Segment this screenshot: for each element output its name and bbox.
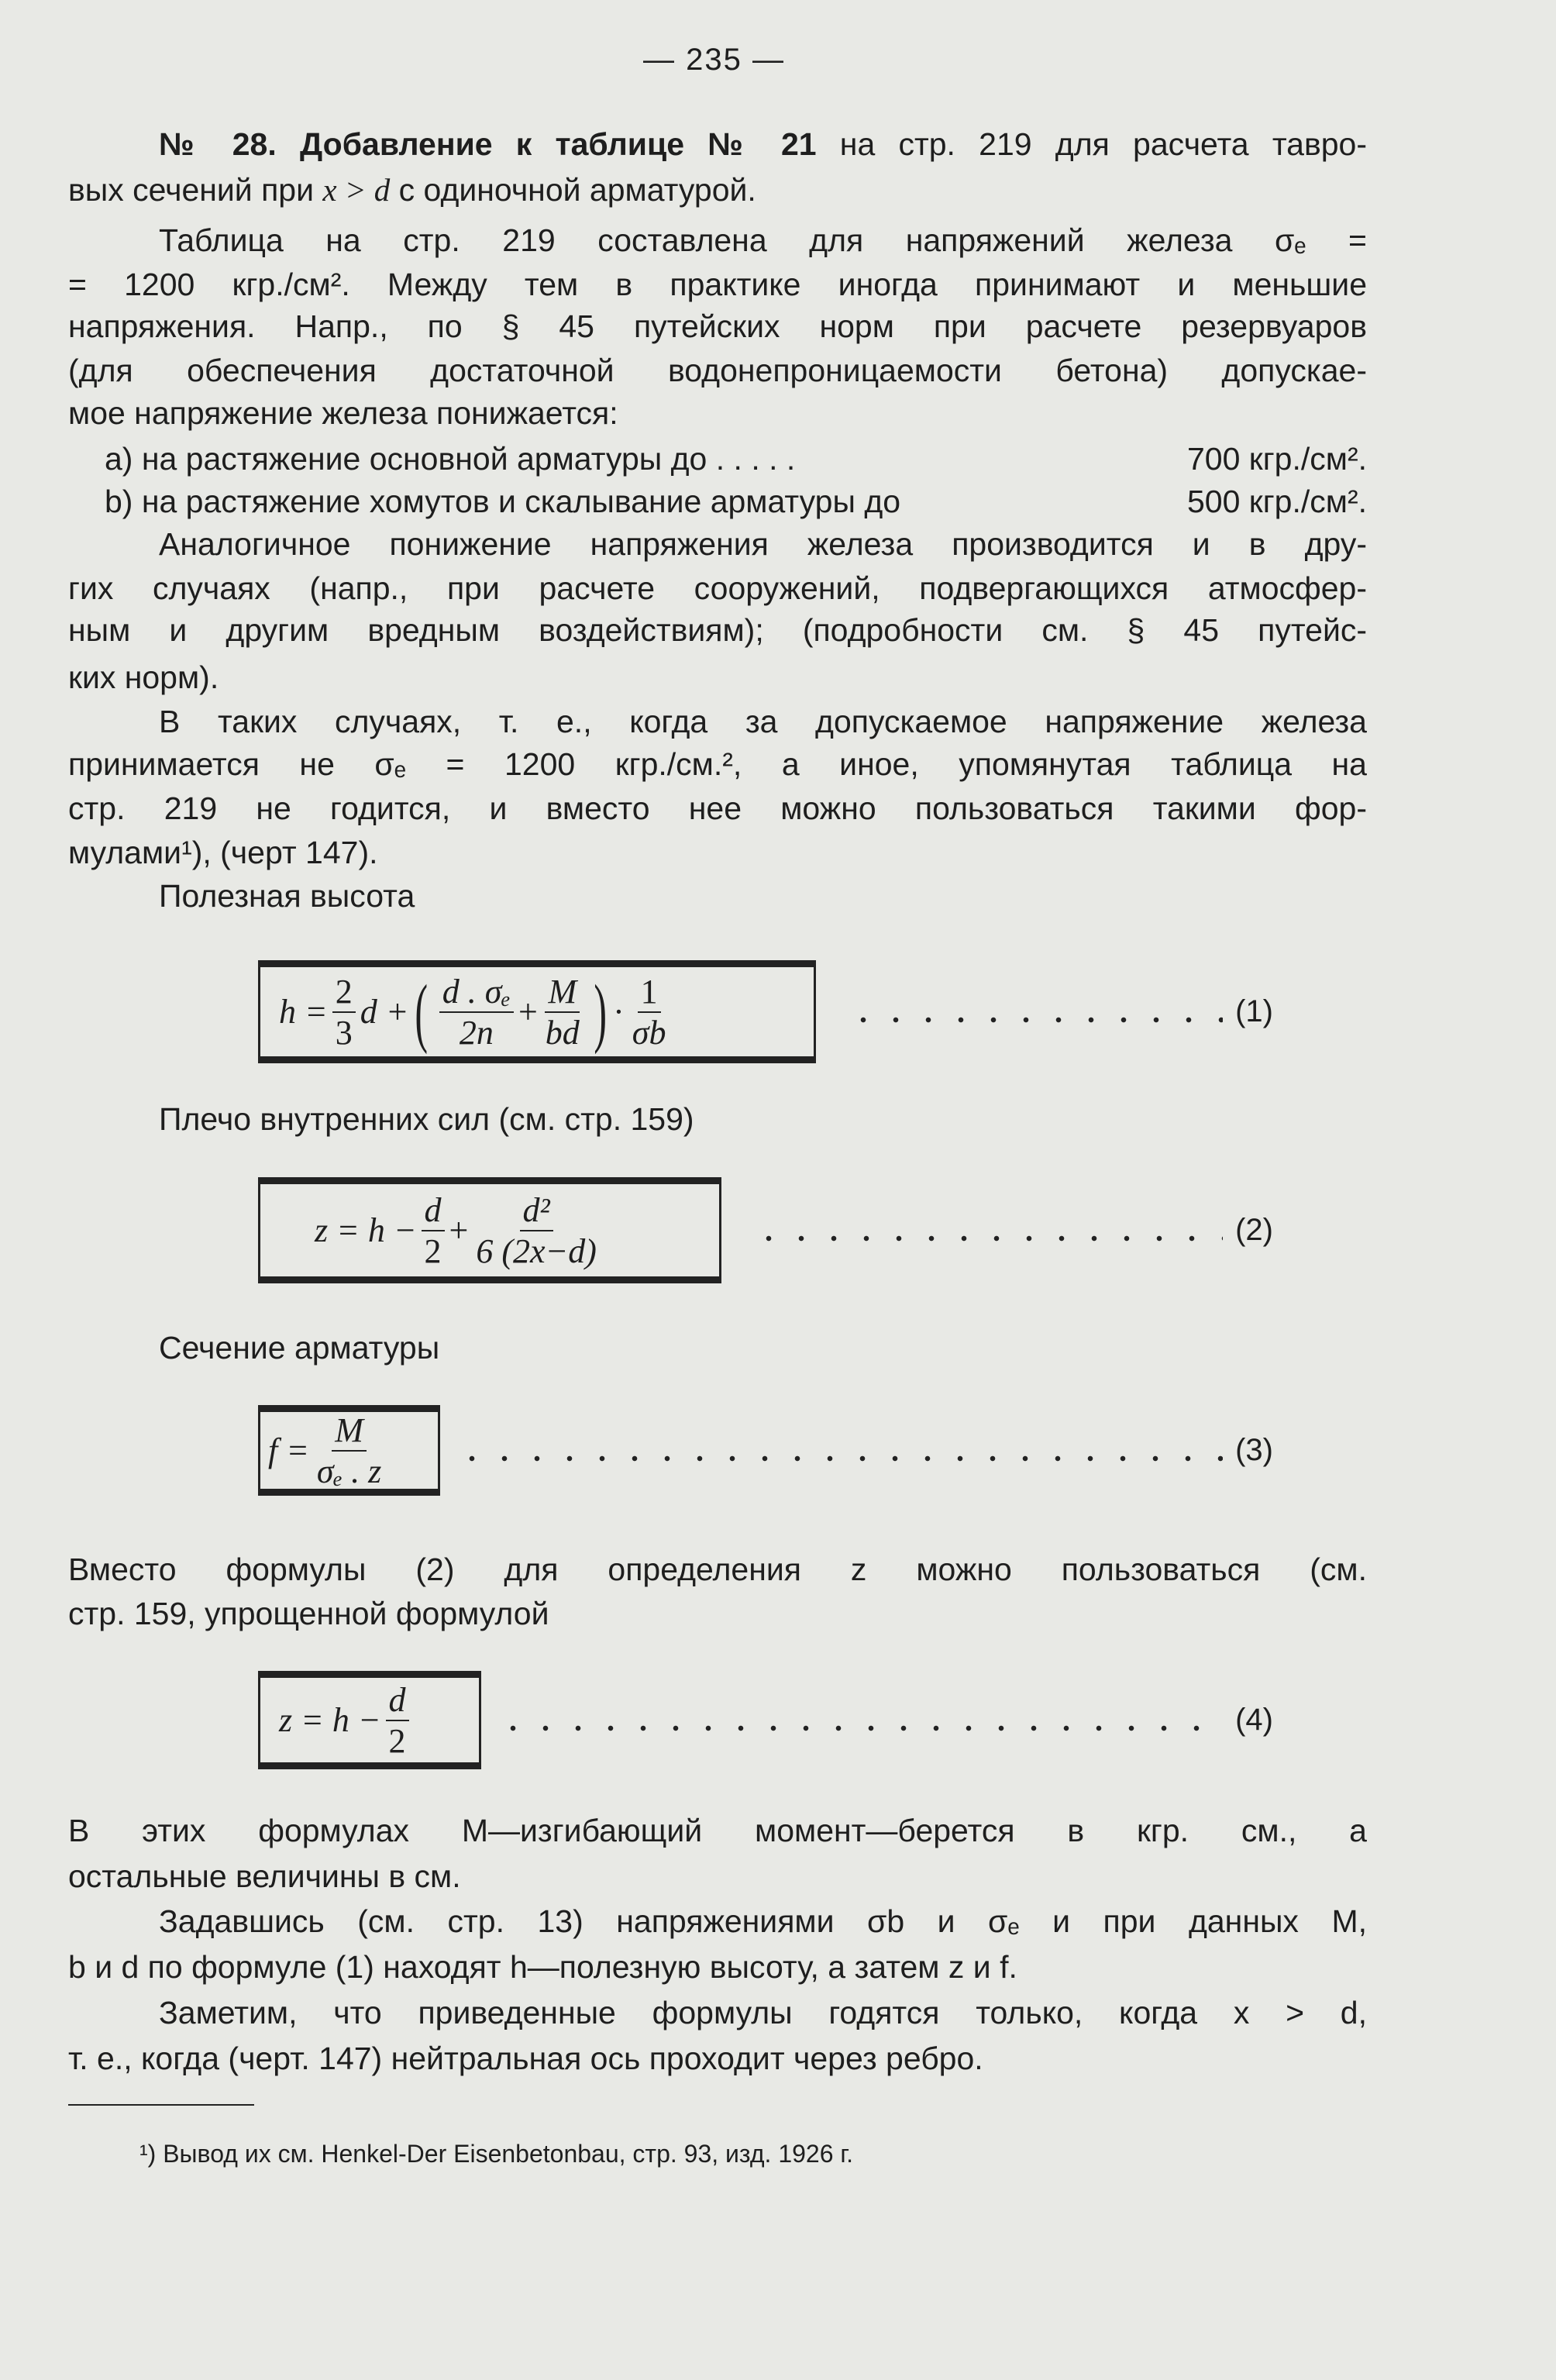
text-line: напряжения. Напр., по § 45 путейских норм при расчете резервуаров [68, 308, 1367, 344]
text-line: ких норм). [68, 660, 219, 695]
text-line: Заметим, что приведенные формулы годятся только, когда x > d, [159, 1995, 1367, 2030]
fraction [629, 972, 670, 1052]
formula-1 [258, 960, 816, 1063]
numerator: M [332, 1410, 367, 1452]
formula-label: Плечо внутренних сил (см. стр. 159) [159, 1101, 694, 1137]
list-item [105, 480, 1367, 523]
numerator: 1 [638, 972, 661, 1013]
footnote: ¹) Вывод их см. Henkel-Der Eisenbetonbau, стр. 93, изд. 1926 г. [139, 2140, 854, 2168]
left-paren: ( [415, 968, 429, 1055]
denominator: σₑ . z [316, 1452, 382, 1490]
formula-term: d + [360, 993, 409, 1031]
leader-dots [456, 1455, 1223, 1462]
fraction [422, 1190, 445, 1271]
formula-term: f = [268, 1431, 309, 1469]
text-line: = 1200 кгр./см². Между тем в практике иногда принимают и меньшие [68, 267, 1367, 302]
heading-math: x > d [322, 172, 391, 208]
fraction [473, 1190, 600, 1271]
heading-rest: на стр. 219 для расчета тавро- [816, 126, 1367, 162]
heading-bold: № 28. Добавление к таблице № 21 [159, 126, 817, 162]
list-item-label: a) на растяжение основной арматуры до . . . . . [105, 441, 796, 477]
text-line: стр. 159, упрощенной формулой [68, 1596, 549, 1631]
text-line: Аналогичное понижение напряжения железа производится и в дру- [159, 526, 1367, 562]
fraction [386, 1680, 409, 1761]
formula-row-3 [258, 1405, 1273, 1496]
formula-label: Сечение арматуры [159, 1330, 440, 1366]
text-line: Таблица на стр. 219 составлена для напряжений железа σₑ = [159, 222, 1367, 258]
denominator: 3 [335, 1013, 353, 1052]
denominator: 2n [459, 1013, 494, 1052]
plus-sign: + [449, 1211, 469, 1249]
list-item [105, 437, 1367, 480]
equation-number: (4) [1235, 1703, 1273, 1737]
fraction [332, 972, 356, 1052]
numerator: d [386, 1680, 409, 1721]
formula-term: z = h − [279, 1701, 381, 1739]
formula-row-2 [258, 1177, 1273, 1283]
heading-line-2 [68, 168, 1367, 212]
text-line: гих случаях (напр., при расчете сооружений, подвергающихся атмосфер- [68, 570, 1367, 606]
page-number: — 235 — [643, 43, 785, 77]
text-line: Вместо формулы (2) для определения z можно пользоваться (см. [68, 1552, 1367, 1587]
formula-term: h = [279, 993, 328, 1031]
right-paren: ) [594, 968, 607, 1055]
denominator: 2 [388, 1721, 406, 1760]
formula-row-4 [258, 1671, 1273, 1769]
denominator: σb [632, 1013, 666, 1052]
equation-number: (1) [1235, 994, 1273, 1028]
heading-text: с одиночной арматурой. [390, 172, 756, 208]
formula-2 [258, 1177, 721, 1283]
fraction [439, 972, 514, 1052]
equation-number: (3) [1235, 1433, 1273, 1467]
leader-dots [847, 1017, 1223, 1023]
denominator: bd [545, 1013, 580, 1052]
text-line: принимается не σₑ = 1200 кгр./см.², а иное, упомянутая таблица на [68, 746, 1367, 782]
text-line: мулами¹), (черт 147). [68, 835, 378, 870]
equation-number: (2) [1235, 1213, 1273, 1247]
list-item-value: 500 кгр./см². [1186, 484, 1367, 519]
multiply-dot: · [613, 993, 625, 1031]
list-item-value: 700 кгр./см². [1186, 441, 1367, 477]
fraction [542, 972, 583, 1052]
numerator: 2 [332, 972, 356, 1013]
text-line: В таких случаях, т. е., когда за допускаемое напряжение железа [159, 704, 1367, 739]
numerator: d . σₑ [439, 972, 514, 1013]
footnote-divider [68, 2104, 254, 2106]
plus-sign: + [518, 993, 538, 1031]
formula-label: Полезная высота [159, 878, 415, 914]
numerator: d [422, 1190, 445, 1231]
text-line: Задавшись (см. стр. 13) напряжениями σb и σₑ и при данных M, [159, 1903, 1367, 1939]
leader-dots [752, 1235, 1223, 1242]
text-line: ным и другим вредным воздействиям); (подробности см. § 45 путейс- [68, 612, 1367, 648]
formula-row-1 [258, 960, 1273, 1063]
text-line: стр. 219 не годится, и вместо нее можно пользоваться такими фор- [68, 790, 1367, 826]
text-line: т. е., когда (черт. 147) нейтральная ось проходит через ребро. [68, 2041, 983, 2076]
list-item-label: b) на растяжение хомутов и скалывание арматуры до [105, 484, 901, 519]
formula-3 [258, 1405, 440, 1496]
denominator: 6 (2x−d) [476, 1231, 597, 1270]
text-line: В этих формулах M—изгибающий момент—берется в кгр. см., а [68, 1813, 1367, 1848]
formula-term: z = h − [315, 1211, 417, 1249]
formula-4 [258, 1671, 481, 1769]
section-heading [159, 122, 1367, 166]
text-line: b и d по формуле (1) находят h—полезную высоту, а затем z и f. [68, 1949, 1017, 1985]
text-line: (для обеспечения достаточной водонепроницаемости бетона) допускае- [68, 353, 1367, 388]
numerator: d² [520, 1190, 553, 1231]
heading-text: вых сечений при [68, 172, 323, 208]
fraction [314, 1410, 384, 1491]
denominator: 2 [424, 1231, 442, 1270]
text-line: мое напряжение железа понижается: [68, 395, 618, 431]
text-line: остальные величины в см. [68, 1858, 461, 1894]
leader-dots [497, 1725, 1223, 1731]
numerator: M [545, 972, 580, 1013]
